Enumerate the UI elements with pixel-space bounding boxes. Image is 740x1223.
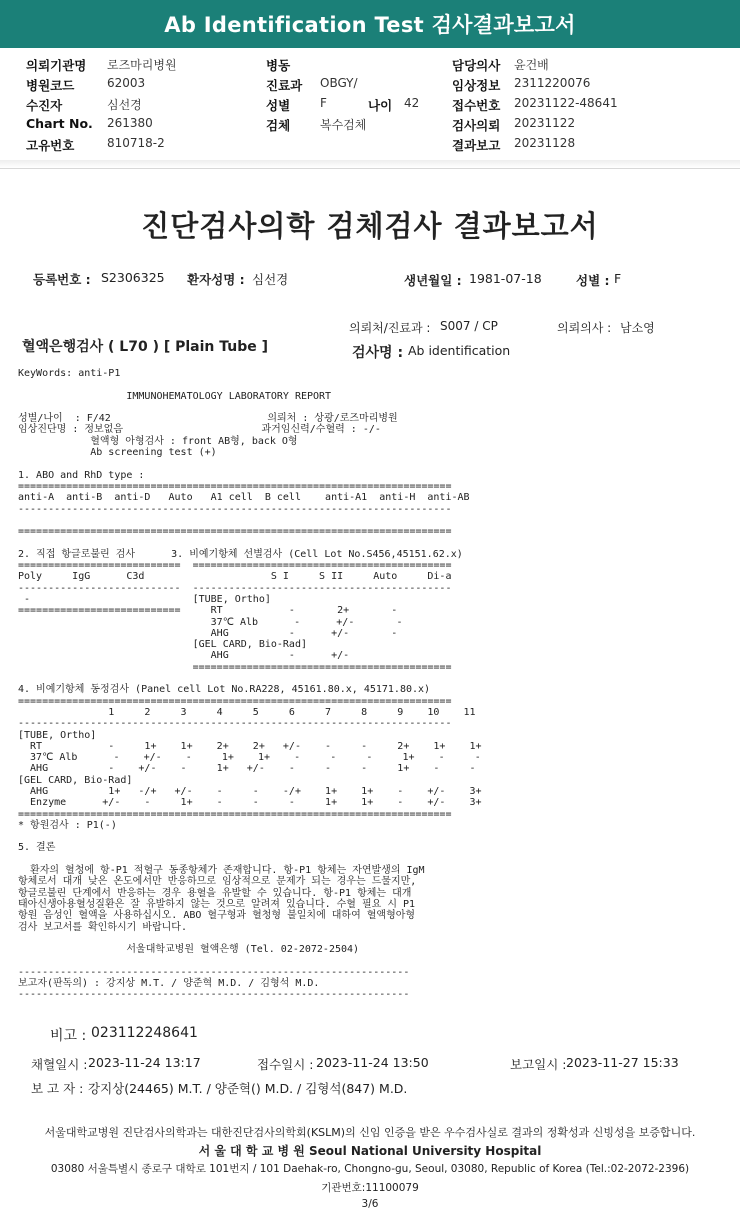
received-label: 접수일시 : xyxy=(257,1057,314,1072)
info-value: F xyxy=(320,96,327,110)
test-label: 검사명 : xyxy=(352,345,404,361)
received-value: 2023-11-24 13:50 xyxy=(316,1055,429,1070)
info-value: 20231122-48641 xyxy=(514,96,618,110)
info-label: 임상정보 xyxy=(452,78,501,93)
info-label: 검사의뢰 xyxy=(452,118,501,133)
info-label: 진료과 xyxy=(266,78,303,93)
hospital-address: 03080 서울특별시 종로구 대학로 101번지 / 101 Daehak-ro, Chongno-gu, Seoul, 03080, Republic of Korea (Tel.:02-2072-2396) xyxy=(50,1163,690,1175)
info-label: 성별 xyxy=(266,98,291,113)
reported-value: 2023-11-27 15:33 xyxy=(566,1055,679,1070)
info-value: 62003 xyxy=(107,76,146,90)
note-value: 023112248641 xyxy=(91,1025,198,1041)
report-header-bar xyxy=(0,0,740,48)
sheet-shadow xyxy=(0,160,740,168)
dept-label: 의뢰처/진료과 : xyxy=(349,321,431,335)
doctor-label: 의뢰의사 : xyxy=(557,321,612,335)
test-value: Ab identification xyxy=(408,343,511,358)
info-label: 고유번호 xyxy=(26,138,75,153)
collected-value: 2023-11-24 13:17 xyxy=(88,1055,201,1070)
info-value: 2311220076 xyxy=(514,76,591,90)
note-label: 비고 : xyxy=(50,1028,87,1044)
page-number: 3/6 xyxy=(361,1198,379,1210)
info-row xyxy=(0,56,740,76)
info-label: 의뢰기관명 xyxy=(26,58,87,73)
info-value: 20231128 xyxy=(514,136,576,150)
certification-text: 서울대학교병원 진단검사의학과는 대한진단검사의학회(KSLM)의 신임 인증을 받은 우수검사실로 결과의 정확성과 신빙성을 보증합니다. xyxy=(44,1126,696,1139)
info-value: 로즈마리병원 xyxy=(107,58,177,72)
reporter-value: 강지상(24465) M.T. / 양준혁() M.D. / 김형석(847) M.D. xyxy=(88,1081,408,1096)
info-row xyxy=(0,96,740,116)
sex-value: F xyxy=(614,271,622,286)
info-value: 261380 xyxy=(107,116,153,130)
info-label: 병동 xyxy=(266,58,291,73)
section-title: 혈액은행검사 ( L70 ) [ Plain Tube ] xyxy=(22,339,269,355)
info-label: 검체 xyxy=(266,118,291,133)
hospital-name: 서 울 대 학 교 병 원 Seoul National University Hospital xyxy=(198,1144,542,1158)
info-value: 복수검체 xyxy=(320,118,367,132)
info-value: 심선경 xyxy=(107,98,142,112)
info-row xyxy=(0,136,740,156)
report-header-title: Ab Identification Test 검사결과보고서 xyxy=(164,13,576,37)
doctor-value: 남소영 xyxy=(620,321,655,335)
info-row xyxy=(0,116,740,136)
org-number: 기관번호:11100079 xyxy=(321,1182,419,1194)
info-value: 810718-2 xyxy=(107,136,165,150)
info-label: 담당의사 xyxy=(452,58,501,73)
reg-value: S2306325 xyxy=(101,270,165,285)
info-label: 결과보고 xyxy=(452,138,501,153)
sex-label: 성별 : xyxy=(576,273,610,288)
lab-result-text: KeyWords: anti-P1 IMMUNOHEMATOLOGY LABORATORY REPORT 성별/나이 : F/42 의뢰처 : 상광/로즈마리병원 임상진단명 : 정보없음 과거임신력/수혈력 : -/- 혈액형 아형검사 : front AB형, back O형 Ab screening test (+) 1. ABO and RhD type : ======================================================================== anti-A anti-B anti-D Auto A1 cell B cell anti-A1 anti-H anti-AB ------------------------------------------------------------------------ ======================================================================== 2. 직접 항글로불린 검사 3. 비예기항체 선별검사 (Cell Lot No.S456,45151.62.x) =========================== =========================================== Poly IgG C3d S I S II Auto Di-a --------------------------- ------------------------------------------- - [TUBE, Ortho] =========================== RT - 2+ - 37℃ Alb - +/- - AHG - +/- - [GEL CARD, Bio-Rad] AHG - +/- =========================================== 4. 비예기항체 동정검사 (Panel cell Lot No.RA228, 45161.80.x, 45171.80.x) ======================================================================== 1 2 3 4 5 6 7 8 9 10 11 ------------------------------------------------------------------------ [TUBE, Ortho] RT - 1+ 1+ 2+ 2+ +/- - - 2+ 1+ 1+ 37℃ Alb - +/- - 1+ 1+ - - - 1+ - - AHG - +/- - 1+ +/- - - - 1+ - - [GEL CARD, Bio-Rad] AHG 1+ -/+ +/- - - -/+ 1+ 1+ - +/- 3+ Enzyme +/- - 1+ - - - 1+ 1+ - +/- 3+ ======================================================================== * 항원검사 : P1(-) 5. 결론 환자의 혈청에 항-P1 적혈구 동종항체가 존재합니다. 항-P1 항체는 자연발생의 IgM 항체로서 대개 낮은 온도에서만 반응하므로 임상적으로 문제가 되는 경우는 드물지만, 항글로불린 단계에서 반응하는 경우 용혈을 유발할 수 있습니다. 항-P1 항체는 대개 태아신생아용혈성질환은 잘 유발하지 않는 것으로 알려져 있습니다. 수혈 필요 시 P1 항원 음성인 혈액을 사용하십시오. ABO 혈구형과 혈청형 불일치에 대하여 혈액형아형 검사 보고서를 확인하시기 바랍니다. 서울대학교병원 혈액은행 (Tel. 02-2072-2504) ----------------------------------------------------------------- 보고자(판독의) : 강지상 M.T. / 양준혁 M.D. / 김형석 M.D. ----------------------------------------------------------------- xyxy=(18,368,482,1001)
report-title: 진단검사의학 검체검사 결과보고서 xyxy=(141,209,599,243)
info-value: 윤건배 xyxy=(514,58,549,72)
patient-label: 환자성명 : xyxy=(187,272,245,287)
info-row xyxy=(0,76,740,96)
dob-label: 생년월일 : xyxy=(404,273,462,288)
patient-value: 심선경 xyxy=(252,272,289,287)
info-label: Chart No. xyxy=(26,116,93,131)
info-label: 수진자 xyxy=(26,98,63,113)
dob-value: 1981-07-18 xyxy=(469,271,542,286)
collected-label: 채혈일시 : xyxy=(31,1057,88,1072)
reporter-label: 보 고 자 : xyxy=(31,1081,84,1096)
reg-label: 등록번호 : xyxy=(33,272,91,287)
dept-value: S007 / CP xyxy=(440,319,498,333)
info-value: OBGY/ xyxy=(320,76,358,90)
age-value: 42 xyxy=(404,96,420,110)
info-label: 병원코드 xyxy=(26,78,75,93)
age-label: 나이 xyxy=(368,98,393,113)
info-value: 20231122 xyxy=(514,116,576,130)
info-label: 접수번호 xyxy=(452,98,501,113)
reported-label: 보고일시 : xyxy=(510,1057,567,1072)
